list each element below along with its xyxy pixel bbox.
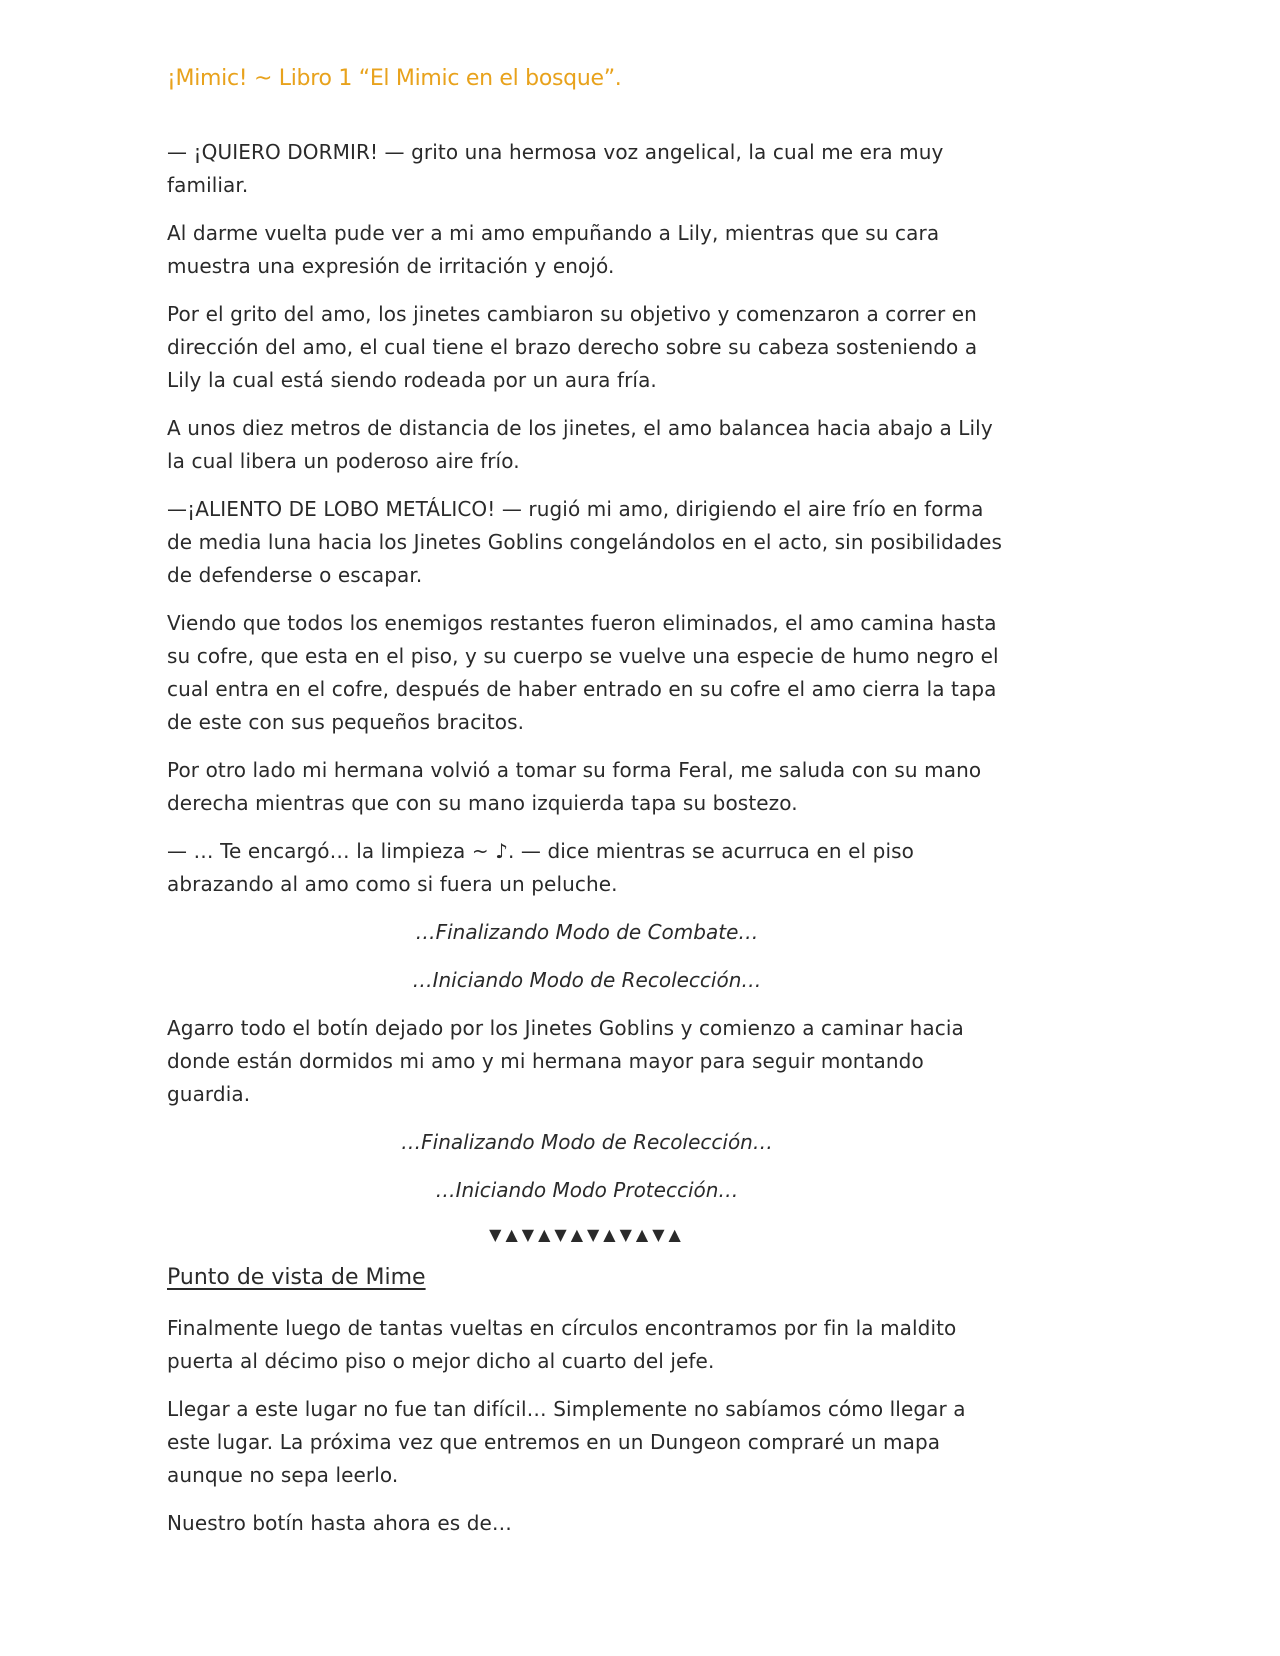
paragraph: Finalmente luego de tantas vueltas en círculos encontramos por fin la maldito puerta al décimo piso o mejor dicho al cuarto del jefe. bbox=[167, 1316, 957, 1373]
paragraph: Llegar a este lugar no fue tan difícil… Simplemente no sabíamos cómo llegar a este lugar. La próxima vez que entremos en un Dungeon compraré un mapa aunque no sepa leerlo. bbox=[167, 1397, 966, 1487]
paragraph: Agarro todo el botín dejado por los Jinetes Goblins y comienzo a caminar hacia donde están dormidos mi amo y mi hermana mayor para seguir montando guardia. bbox=[167, 1016, 964, 1106]
paragraph: — ¡QUIERO DORMIR! — grito una hermosa voz angelical, la cual me era muy familiar. bbox=[167, 140, 944, 197]
running-header: ¡Mimic! ~ Libro 1 “El Mimic en el bosque”. bbox=[167, 66, 622, 91]
section-separator: ▼▲▼▲▼▲▼▲▼▲▼▲ bbox=[489, 1225, 685, 1244]
paragraph: Viendo que todos los enemigos restantes fueron eliminados, el amo camina hasta su cofre, que esta en el piso, y su cuerpo se vuelve una especie de humo negro el cual entra en el cofre, después de haber entrado en su cofre el amo cierra la tapa de este con sus pequeños bracitos. bbox=[167, 611, 999, 734]
mode-status-line: …Finalizando Modo de Combate… bbox=[415, 920, 759, 944]
paragraph: Al darme vuelta pude ver a mi amo empuñando a Lily, mientras que su cara muestra una expresión de irritación y enojó. bbox=[167, 221, 940, 278]
mode-status-line: …Iniciando Modo de Recolección… bbox=[412, 968, 762, 992]
paragraph: Nuestro botín hasta ahora es de… bbox=[167, 1511, 513, 1535]
section-heading: Punto de vista de Mime bbox=[167, 1265, 426, 1290]
paragraph: A unos diez metros de distancia de los jinetes, el amo balancea hacia abajo a Lily la cual libera un poderoso aire frío. bbox=[167, 416, 993, 473]
paragraph: Por otro lado mi hermana volvió a tomar su forma Feral, me saluda con su mano derecha mientras que con su mano izquierda tapa su bostezo. bbox=[167, 758, 982, 815]
document-page bbox=[167, 64, 1007, 1555]
mode-status-line: …Iniciando Modo Protección… bbox=[435, 1178, 739, 1202]
paragraph: —¡ALIENTO DE LOBO METÁLICO! — rugió mi amo, dirigiendo el aire frío en forma de media luna hacia los Jinetes Goblins congelándolos en el acto, sin posibilidades de defenderse o escapar. bbox=[167, 497, 1003, 587]
paragraph: Por el grito del amo, los jinetes cambiaron su objetivo y comenzaron a correr en dirección del amo, el cual tiene el brazo derecho sobre su cabeza sosteniendo a Lily la cual está siendo rodeada por un aura fría. bbox=[167, 302, 978, 392]
mode-status-line: …Finalizando Modo de Recolección… bbox=[401, 1130, 773, 1154]
paragraph: — … Te encargó… la limpieza ~ ♪. — dice mientras se acurruca en el piso abrazando al amo como si fuera un peluche. bbox=[167, 839, 914, 896]
